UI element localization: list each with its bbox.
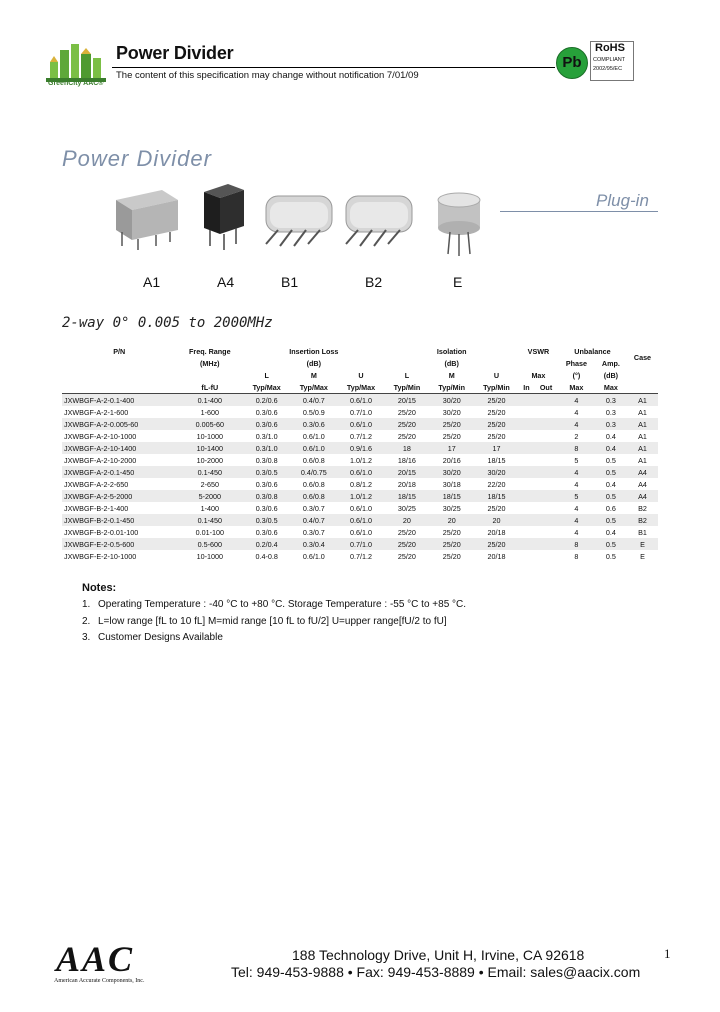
rohs-compliant: COMPLIANT bbox=[593, 57, 626, 63]
table-cell bbox=[534, 454, 558, 466]
table-cell bbox=[519, 514, 534, 526]
table-cell: 0.4 bbox=[595, 526, 627, 538]
table-cell: 4 bbox=[558, 526, 595, 538]
table-cell: 0.6/0.8 bbox=[290, 490, 337, 502]
case-a1-image bbox=[108, 182, 184, 252]
case-label-a4: A4 bbox=[217, 274, 235, 290]
table-cell: A4 bbox=[627, 490, 658, 502]
table-cell: 0.1-400 bbox=[177, 394, 244, 407]
table-cell: 0.4/0.7 bbox=[290, 394, 337, 407]
table-cell: A4 bbox=[627, 466, 658, 478]
table-cell bbox=[519, 406, 534, 418]
case-b1-image bbox=[258, 190, 338, 250]
table-cell: 0.5 bbox=[595, 466, 627, 478]
table-cell: 20/18 bbox=[474, 526, 519, 538]
table-cell: 25/20 bbox=[474, 502, 519, 514]
header-notice: The content of this specification may change without notification 7/01/09 bbox=[116, 70, 419, 81]
table-cell: 0.3 bbox=[595, 418, 627, 430]
table-cell: 0.6/1.0 bbox=[337, 502, 384, 514]
note-item: 2. L=low range [fL to 10 fL] M=mid range [10 fL to fU/2] U=upper range[fU/2 to fU] bbox=[82, 616, 447, 627]
table-row bbox=[62, 430, 658, 442]
part-number: JXWBGF-A-2-10-2000 bbox=[62, 454, 177, 466]
table-cell: 22/20 bbox=[474, 478, 519, 490]
table-cell: 18/15 bbox=[385, 490, 430, 502]
col-iso-l: L bbox=[385, 369, 430, 381]
table-row bbox=[62, 454, 658, 466]
col-phase-unit: (°) bbox=[558, 369, 595, 381]
table-cell: 20/18 bbox=[474, 550, 519, 562]
table-cell: 4 bbox=[558, 514, 595, 526]
col-unbalance: Unbalance bbox=[558, 345, 627, 357]
table-cell bbox=[519, 490, 534, 502]
table-cell: 0.6/1.0 bbox=[337, 514, 384, 526]
case-label-b1: B1 bbox=[281, 274, 299, 290]
table-header-row bbox=[62, 357, 658, 369]
table-cell: 8 bbox=[558, 538, 595, 550]
table-cell: 0.3/0.7 bbox=[290, 502, 337, 514]
table-cell: 0.4 bbox=[595, 430, 627, 442]
table-cell: 1.0/1.2 bbox=[337, 490, 384, 502]
table-cell bbox=[534, 442, 558, 454]
table-cell: A1 bbox=[627, 406, 658, 418]
table-cell: 30/20 bbox=[429, 466, 474, 478]
table-cell: A1 bbox=[627, 418, 658, 430]
table-cell bbox=[519, 454, 534, 466]
table-cell: 0.4 bbox=[595, 442, 627, 454]
table-cell: 0.2/0.4 bbox=[243, 538, 290, 550]
table-cell: B1 bbox=[627, 526, 658, 538]
table-cell: 0.4 bbox=[595, 478, 627, 490]
table-row bbox=[62, 550, 658, 562]
table-cell: 25/20 bbox=[474, 394, 519, 407]
aac-company-name: American Accurate Components, Inc. bbox=[54, 978, 145, 984]
table-cell: 0.3/0.6 bbox=[243, 478, 290, 490]
table-cell bbox=[519, 418, 534, 430]
table-cell: 8 bbox=[558, 442, 595, 454]
col-iso-unit: (dB) bbox=[385, 357, 519, 369]
table-cell: 2-650 bbox=[177, 478, 244, 490]
table-cell: 0.3/0.8 bbox=[243, 454, 290, 466]
table-cell bbox=[534, 550, 558, 562]
col-freq-unit: (MHz) bbox=[177, 357, 244, 369]
table-cell: 0.6/1.0 bbox=[337, 466, 384, 478]
part-number: JXWBGF-B-2-1-400 bbox=[62, 502, 177, 514]
table-cell: 30/20 bbox=[474, 466, 519, 478]
page-title: Power Divider bbox=[62, 146, 212, 171]
table-cell: 0.01-100 bbox=[177, 526, 244, 538]
table-row bbox=[62, 442, 658, 454]
rohs-directive: 2002/95/EC bbox=[593, 66, 623, 72]
col-fl-fu: fL-fU bbox=[177, 381, 244, 394]
case-label-e: E bbox=[453, 274, 463, 290]
table-row bbox=[62, 478, 658, 490]
col-amp: Amp. bbox=[595, 357, 627, 369]
table-cell bbox=[534, 394, 558, 407]
product-subtitle: 2-way 0° 0.005 to 2000MHz bbox=[62, 315, 273, 331]
table-cell: 1-600 bbox=[177, 406, 244, 418]
part-number: JXWBGF-A-2-10-1400 bbox=[62, 442, 177, 454]
table-cell: 20/16 bbox=[429, 454, 474, 466]
case-a4-image bbox=[198, 180, 250, 252]
table-cell bbox=[534, 406, 558, 418]
header-title: Power Divider bbox=[116, 43, 234, 63]
table-cell bbox=[519, 466, 534, 478]
table-cell bbox=[534, 490, 558, 502]
table-cell: 0.3/0.6 bbox=[243, 406, 290, 418]
table-cell: 0.6/1.0 bbox=[290, 430, 337, 442]
note-item: 3. Customer Designs Available bbox=[82, 632, 223, 643]
col-il-l: L bbox=[243, 369, 290, 381]
table-cell: 0.7/1.2 bbox=[337, 550, 384, 562]
table-row bbox=[62, 490, 658, 502]
aac-logo: AAC bbox=[56, 939, 135, 979]
table-cell: E bbox=[627, 550, 658, 562]
part-number: JXWBGF-B-2-0.01-100 bbox=[62, 526, 177, 538]
table-cell bbox=[519, 430, 534, 442]
table-cell: A1 bbox=[627, 442, 658, 454]
col-isolation: Isolation bbox=[385, 345, 519, 357]
case-label-a1: A1 bbox=[143, 274, 161, 290]
table-cell: 18 bbox=[385, 442, 430, 454]
part-number: JXWBGF-A-2-0.1-400 bbox=[62, 394, 177, 407]
table-cell: 25/20 bbox=[429, 526, 474, 538]
table-cell: 0.7/1.2 bbox=[337, 430, 384, 442]
table-cell: 4 bbox=[558, 502, 595, 514]
table-cell: 0.3/0.6 bbox=[243, 526, 290, 538]
table-header-row: fL-fU Typ/Max Typ/Max Typ/Max Typ/Min Typ/Min Typ/Min In Out Max Max bbox=[62, 381, 658, 394]
table-row bbox=[62, 502, 658, 514]
col-il-u: U bbox=[337, 369, 384, 381]
table-cell: 0.2/0.6 bbox=[243, 394, 290, 407]
table-cell: 0.3/0.5 bbox=[243, 466, 290, 478]
footer-address: 188 Technology Drive, Unit H, Irvine, CA 92618 bbox=[292, 947, 585, 963]
table-cell bbox=[519, 538, 534, 550]
table-cell: 30/25 bbox=[385, 502, 430, 514]
table-cell: 0.6/1.0 bbox=[290, 550, 337, 562]
case-label-b2: B2 bbox=[365, 274, 383, 290]
table-cell: 25/20 bbox=[385, 550, 430, 562]
table-cell: 0.5/0.9 bbox=[290, 406, 337, 418]
table-cell: 10-1400 bbox=[177, 442, 244, 454]
table-cell: 20 bbox=[429, 514, 474, 526]
table-cell: 20 bbox=[474, 514, 519, 526]
table-row bbox=[62, 466, 658, 478]
table-cell: 20/15 bbox=[385, 466, 430, 478]
part-number: JXWBGF-A-2-2-650 bbox=[62, 478, 177, 490]
table-header-row bbox=[62, 369, 658, 381]
table-cell: 17 bbox=[474, 442, 519, 454]
table-cell: 17 bbox=[429, 442, 474, 454]
table-cell: 30/20 bbox=[429, 394, 474, 407]
pb-free-icon: Pb bbox=[556, 47, 588, 79]
table-cell: A4 bbox=[627, 478, 658, 490]
table-cell: 0.7/1.0 bbox=[337, 538, 384, 550]
table-cell: 0.6/1.0 bbox=[337, 526, 384, 538]
table-cell: 0.3/0.8 bbox=[243, 490, 290, 502]
table-cell bbox=[519, 526, 534, 538]
table-cell: 4 bbox=[558, 406, 595, 418]
table-cell: 0.3/0.6 bbox=[243, 418, 290, 430]
table-cell bbox=[534, 466, 558, 478]
table-cell: E bbox=[627, 538, 658, 550]
col-vswr-max: Max bbox=[519, 369, 558, 381]
table-cell: 25/20 bbox=[474, 430, 519, 442]
table-cell: A1 bbox=[627, 430, 658, 442]
page-number: 1 bbox=[664, 946, 671, 961]
table-cell: 18/15 bbox=[474, 490, 519, 502]
table-cell: 0.9/1.6 bbox=[337, 442, 384, 454]
package-type: Plug-in bbox=[596, 191, 649, 210]
table-cell bbox=[519, 442, 534, 454]
table-cell: 1-400 bbox=[177, 502, 244, 514]
col-amp-unit: (dB) bbox=[595, 369, 627, 381]
table-cell: 0.3/1.0 bbox=[243, 430, 290, 442]
part-number: JXWBGF-E-2-0.5-600 bbox=[62, 538, 177, 550]
table-cell: 1.0/1.2 bbox=[337, 454, 384, 466]
table-cell: 10-2000 bbox=[177, 454, 244, 466]
case-b2-image bbox=[338, 190, 418, 250]
table-cell: 4 bbox=[558, 418, 595, 430]
table-cell: 25/20 bbox=[429, 538, 474, 550]
table-cell bbox=[534, 430, 558, 442]
table-cell: 25/20 bbox=[385, 538, 430, 550]
table-row bbox=[62, 538, 658, 550]
part-number: JXWBGF-A-2-1-600 bbox=[62, 406, 177, 418]
table-cell: 18/15 bbox=[429, 490, 474, 502]
table-cell: 0.6/1.0 bbox=[290, 442, 337, 454]
col-pn: P/N bbox=[62, 345, 177, 357]
table-cell: 0.3 bbox=[595, 394, 627, 407]
table-cell: 0.5 bbox=[595, 454, 627, 466]
table-cell: 30/25 bbox=[429, 502, 474, 514]
table-cell: 25/20 bbox=[474, 406, 519, 418]
table-row bbox=[62, 526, 658, 538]
table-cell: 25/20 bbox=[385, 418, 430, 430]
table-cell: 10-1000 bbox=[177, 550, 244, 562]
part-number: JXWBGF-E-2-10-1000 bbox=[62, 550, 177, 562]
table-cell: 0.6/1.0 bbox=[337, 418, 384, 430]
part-number: JXWBGF-A-2-0.1-450 bbox=[62, 466, 177, 478]
table-cell: 5 bbox=[558, 490, 595, 502]
table-cell: 8 bbox=[558, 550, 595, 562]
table-cell: 0.6/0.8 bbox=[290, 478, 337, 490]
table-cell bbox=[534, 526, 558, 538]
table-cell: 2 bbox=[558, 430, 595, 442]
table-cell: 0.6 bbox=[595, 502, 627, 514]
table-cell: 0.3 bbox=[595, 406, 627, 418]
package-rule bbox=[500, 211, 658, 212]
spec-table bbox=[62, 345, 658, 562]
table-cell: 5 bbox=[558, 454, 595, 466]
case-e-image bbox=[432, 186, 486, 258]
table-cell: 0.3/0.5 bbox=[243, 514, 290, 526]
col-phase: Phase bbox=[558, 357, 595, 369]
logo-text: GreenCity AAC® bbox=[48, 80, 104, 87]
table-cell: 25/20 bbox=[385, 526, 430, 538]
part-number: JXWBGF-A-2-0.005-60 bbox=[62, 418, 177, 430]
table-cell: 25/20 bbox=[385, 406, 430, 418]
table-cell: 0.5-600 bbox=[177, 538, 244, 550]
table-cell: 18/15 bbox=[474, 454, 519, 466]
table-row bbox=[62, 394, 658, 407]
table-cell: 0.8/1.2 bbox=[337, 478, 384, 490]
table-cell: 0.1-450 bbox=[177, 466, 244, 478]
table-cell: 0.4-0.8 bbox=[243, 550, 290, 562]
table-cell: 0.5 bbox=[595, 538, 627, 550]
table-cell: 25/20 bbox=[429, 550, 474, 562]
table-cell bbox=[534, 538, 558, 550]
table-cell: 25/20 bbox=[385, 430, 430, 442]
table-cell: 0.5 bbox=[595, 514, 627, 526]
part-number: JXWBGF-A-2-10-1000 bbox=[62, 430, 177, 442]
table-cell bbox=[519, 394, 534, 407]
col-il-unit: (dB) bbox=[243, 357, 384, 369]
table-cell: 0.4/0.7 bbox=[290, 514, 337, 526]
table-cell: 10-1000 bbox=[177, 430, 244, 442]
table-cell bbox=[534, 418, 558, 430]
part-number: JXWBGF-B-2-0.1-450 bbox=[62, 514, 177, 526]
table-cell: 0.7/1.0 bbox=[337, 406, 384, 418]
table-cell: 0.3/0.4 bbox=[290, 538, 337, 550]
table-cell: A1 bbox=[627, 394, 658, 407]
table-cell: 0.1-450 bbox=[177, 514, 244, 526]
notes-title: Notes: bbox=[82, 582, 117, 594]
rohs-title: RoHS bbox=[595, 42, 625, 54]
table-cell: 0.3/0.7 bbox=[290, 526, 337, 538]
table-cell bbox=[519, 478, 534, 490]
table-cell: 0.6/0.8 bbox=[290, 454, 337, 466]
table-cell: 0.6/1.0 bbox=[337, 394, 384, 407]
table-cell: 20/18 bbox=[385, 478, 430, 490]
table-cell: 0.5 bbox=[595, 550, 627, 562]
col-vswr: VSWR bbox=[519, 345, 558, 357]
table-cell: 30/20 bbox=[429, 406, 474, 418]
table-cell: 0.3/1.0 bbox=[243, 442, 290, 454]
part-number: JXWBGF-A-2-5-2000 bbox=[62, 490, 177, 502]
table-cell: 0.005-60 bbox=[177, 418, 244, 430]
table-cell: 20 bbox=[385, 514, 430, 526]
col-insertion-loss: Insertion Loss bbox=[243, 345, 384, 357]
footer-contact: Tel: 949-453-9888 • Fax: 949-453-8889 • Email: sales@aacix.com bbox=[231, 964, 641, 980]
table-cell: 25/20 bbox=[474, 538, 519, 550]
table-header-row bbox=[62, 345, 658, 357]
table-cell bbox=[534, 502, 558, 514]
table-cell bbox=[534, 514, 558, 526]
table-cell: 0.3/0.6 bbox=[290, 418, 337, 430]
table-row bbox=[62, 406, 658, 418]
table-cell: 25/20 bbox=[429, 418, 474, 430]
col-case: Case bbox=[627, 345, 658, 369]
table-cell bbox=[519, 502, 534, 514]
table-cell: A1 bbox=[627, 454, 658, 466]
table-cell: 4 bbox=[558, 466, 595, 478]
table-cell: 0.3/0.6 bbox=[243, 502, 290, 514]
table-row bbox=[62, 418, 658, 430]
table-cell bbox=[534, 478, 558, 490]
table-cell: 4 bbox=[558, 394, 595, 407]
table-cell: B2 bbox=[627, 502, 658, 514]
table-cell: 0.4/0.75 bbox=[290, 466, 337, 478]
col-iso-m: M bbox=[429, 369, 474, 381]
table-cell: 18/16 bbox=[385, 454, 430, 466]
table-cell: 0.5 bbox=[595, 490, 627, 502]
header-rule bbox=[112, 67, 555, 68]
table-cell bbox=[519, 550, 534, 562]
note-item: 1. Operating Temperature : -40 °C to +80 °C. Storage Temperature : -55 °C to +85 °C. bbox=[82, 599, 467, 610]
table-cell: 4 bbox=[558, 478, 595, 490]
table-cell: 25/20 bbox=[474, 418, 519, 430]
table-cell: 25/20 bbox=[429, 430, 474, 442]
col-iso-u: U bbox=[474, 369, 519, 381]
table-cell: 20/15 bbox=[385, 394, 430, 407]
table-cell: 30/18 bbox=[429, 478, 474, 490]
table-cell: B2 bbox=[627, 514, 658, 526]
table-cell: 5-2000 bbox=[177, 490, 244, 502]
table-row bbox=[62, 514, 658, 526]
col-freq: Freq. Range bbox=[177, 345, 244, 357]
col-il-m: M bbox=[290, 369, 337, 381]
